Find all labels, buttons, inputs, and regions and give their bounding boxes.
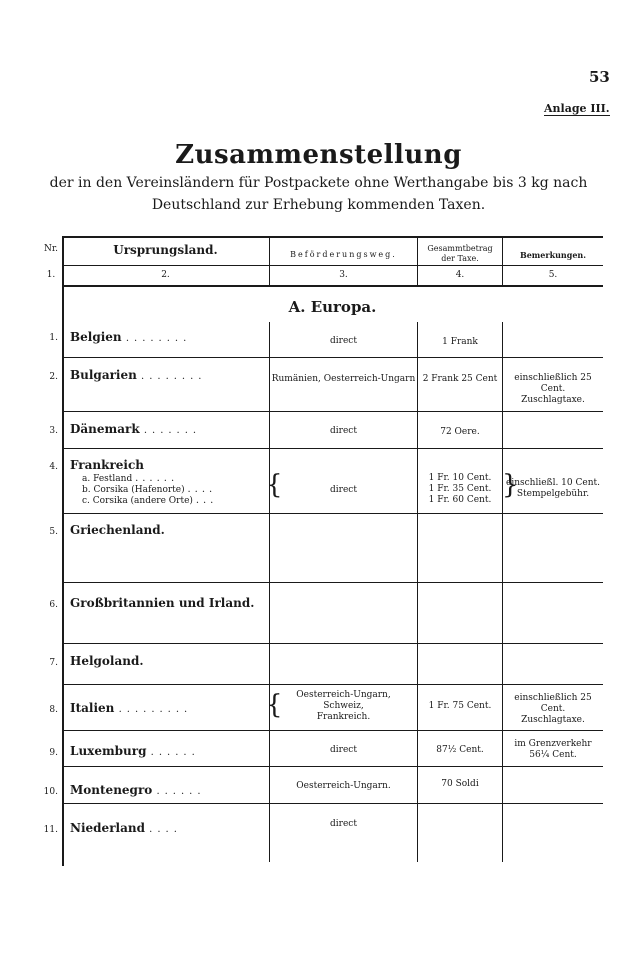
remark-line-2: Stempelgebühr.	[516, 489, 590, 499]
leader-dots: ......	[135, 473, 179, 484]
remark-line-1: einschließlich 25 Cent.	[514, 693, 592, 714]
subtitle-line-1: der in den Vereinsländern für Postpackete ohne Werthangabe bis 3 kg nach	[49, 175, 588, 191]
header-total-amount-line-2: der Taxe.	[441, 254, 479, 263]
row-number: 11.	[43, 825, 58, 835]
leader-dots: ...	[195, 495, 218, 506]
leader-dots: ....	[187, 484, 217, 495]
column-number: 2.	[161, 270, 170, 280]
column-number: 4.	[455, 270, 465, 280]
row-rule	[64, 513, 603, 514]
sub-region-label: c. Corsika (andere Orte)	[82, 496, 193, 506]
country-name	[70, 422, 201, 436]
annex-label: Anlage III.	[544, 102, 610, 115]
leader-dots: .........	[118, 704, 193, 715]
amount-cell: 1 Fr. 75 Cent.	[428, 701, 492, 711]
leader-dots: .......	[143, 425, 202, 436]
sub-region	[82, 473, 178, 484]
remark-line-1: einschließlich 25 Cent.	[514, 373, 592, 394]
row-number: 1.	[49, 333, 58, 343]
remark-cell	[503, 373, 603, 406]
row-number: 7.	[49, 658, 58, 668]
page-number: 53	[589, 68, 610, 86]
route-cell	[270, 690, 417, 723]
brace-icon: {	[266, 690, 283, 720]
country-name: Griechenland.	[70, 523, 165, 537]
route-cell: direct	[330, 336, 357, 346]
country-label: Dänemark	[70, 422, 140, 436]
country-name	[70, 783, 206, 797]
amount-cell: 1 Frank	[442, 337, 478, 347]
row-number: 4.	[49, 462, 58, 472]
row-rule	[64, 411, 603, 412]
header-total-amount	[418, 244, 502, 264]
column-number: 3.	[339, 270, 348, 280]
remark-line-1: einschließl. 10 Cent.	[506, 478, 600, 488]
header-remarks: Bemerkungen.	[519, 250, 587, 260]
route-cell: Rumänien, Oesterreich-Ungarn	[271, 374, 416, 384]
country-name	[70, 330, 191, 344]
country-name	[70, 701, 192, 715]
sub-region	[82, 495, 217, 506]
country-label: Belgien	[70, 330, 122, 344]
amount-cell: 2 Frank 25 Cent	[422, 374, 498, 384]
row-number: 5.	[49, 527, 58, 537]
country-name: Helgoland.	[70, 654, 144, 668]
table-top-rule	[62, 236, 603, 238]
route-cell: direct	[330, 819, 357, 829]
brace-icon: }	[502, 470, 519, 500]
header-bottom-rule	[62, 285, 603, 287]
country-label: Italien	[70, 701, 115, 715]
row-number: 2.	[49, 372, 58, 382]
country-name: Frankreich	[70, 458, 144, 472]
document-title: Zusammenstellung	[175, 140, 462, 170]
row-rule	[64, 803, 603, 804]
leader-dots: ........	[141, 371, 207, 382]
row-rule	[64, 684, 603, 685]
leader-dots: ....	[149, 824, 182, 835]
route-cell: direct	[330, 485, 357, 495]
leader-dots: ......	[156, 786, 206, 797]
country-name: Großbritannien und Irland.	[70, 596, 255, 610]
column-number: 5.	[548, 270, 558, 280]
brace-icon: {	[266, 470, 283, 500]
subtitle-line-2: Deutschland zur Erhebung kommenden Taxen.	[151, 197, 486, 213]
header-total-amount-line-1: Gesammtbetrag	[427, 244, 493, 253]
row-rule	[64, 643, 603, 644]
remark-cell	[503, 693, 603, 726]
sub-region-label: b. Corsika (Hafenorte)	[82, 485, 185, 495]
row-number: 6.	[49, 600, 58, 610]
country-label: Bulgarien	[70, 368, 137, 382]
country-name	[70, 821, 182, 835]
row-number: 8.	[49, 705, 58, 715]
route-line: Oesterreich-Ungarn,	[296, 690, 391, 700]
remark-cell	[503, 739, 603, 761]
sub-region-label: a. Festland	[82, 474, 133, 484]
row-number: 10.	[43, 787, 58, 797]
column-number: 1.	[46, 270, 56, 280]
remark-line-2: Zuschlagtaxe.	[521, 395, 585, 405]
header-route: Beförderungsweg.	[290, 250, 397, 259]
remark-line-2: 56¼ Cent.	[529, 750, 577, 760]
amount-cell: 87½ Cent.	[436, 745, 484, 755]
amount-line: 1 Fr. 35 Cent.	[428, 484, 492, 494]
amount-cell: 72 Oere.	[440, 427, 480, 437]
leader-dots: ........	[125, 333, 192, 344]
row-rule	[64, 357, 603, 358]
row-rule	[64, 582, 603, 583]
amount-cell: 70 Soldi	[441, 779, 479, 789]
row-rule	[64, 730, 603, 731]
row-rule	[64, 766, 603, 767]
header-nr: Nr.	[43, 244, 59, 254]
route-cell: Oesterreich-Ungarn.	[296, 781, 391, 791]
remark-cell	[503, 478, 603, 500]
amount-line: 1 Fr. 10 Cent.	[428, 473, 492, 483]
amount-cell	[418, 473, 502, 506]
country-name	[70, 744, 200, 758]
remark-line-1: im Grenzverkehr	[514, 739, 592, 749]
country-name	[70, 368, 206, 382]
country-label: Luxemburg	[70, 744, 147, 758]
route-cell: direct	[330, 426, 357, 436]
remark-line-2: Zuschlagtaxe.	[521, 715, 585, 725]
leader-dots: ......	[150, 747, 200, 758]
column-rule-1	[62, 236, 64, 866]
country-label: Montenegro	[70, 783, 153, 797]
row-number: 3.	[49, 426, 58, 436]
route-line: Frankreich.	[316, 712, 371, 722]
route-line: Schweiz,	[323, 701, 364, 711]
sub-region	[82, 484, 216, 495]
row-rule	[64, 448, 603, 449]
section-heading: A. Europa.	[288, 298, 377, 316]
country-label: Niederland	[70, 821, 145, 835]
amount-line: 1 Fr. 60 Cent.	[428, 495, 492, 505]
row-number: 9.	[49, 748, 58, 758]
header-origin-country: Ursprungsland.	[113, 243, 218, 257]
header-divider	[62, 265, 603, 266]
route-cell: direct	[330, 745, 357, 755]
